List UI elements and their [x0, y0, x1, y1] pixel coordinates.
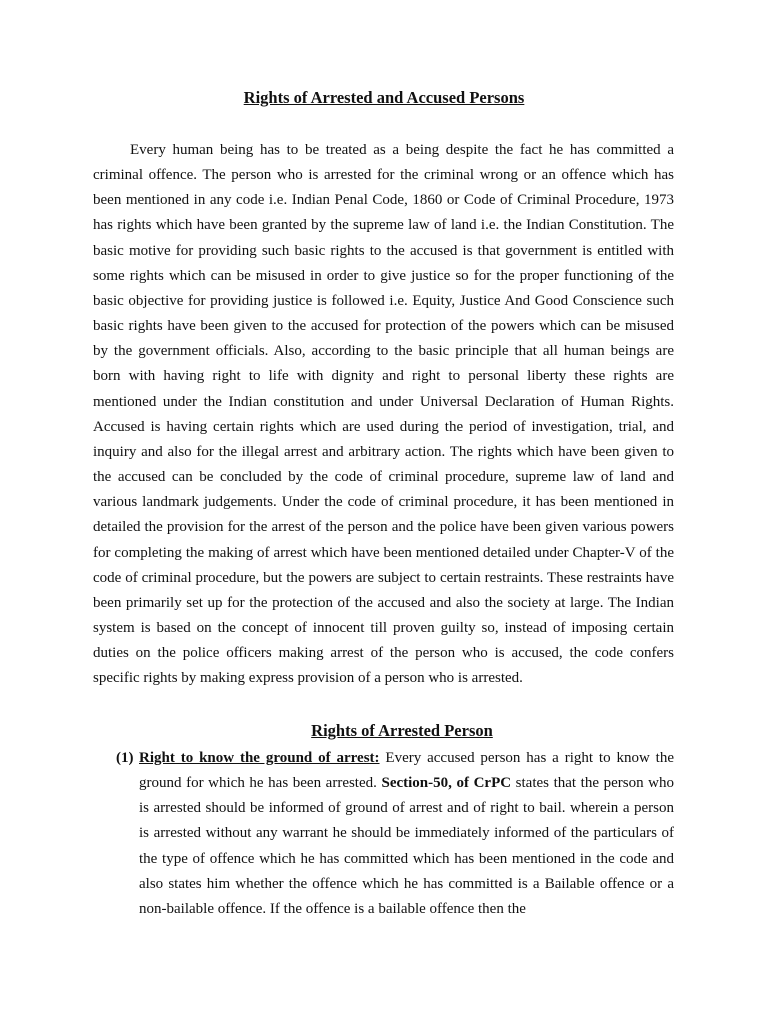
section-heading: Rights of Arrested Person: [311, 721, 493, 740]
list-item-text-b: states that the person who is arrested should be informed of ground of arrest and of right to bail. wherein a person is arrested without any warrant he should be immediately informed of the particulars of the type of offence which he has committed which has been mentioned in the code and also states him whether the offence which he has committed is a Bailable offence or a non-bailable offence. If the offence is a bailable offence then the: [139, 775, 674, 917]
list-item-text-a: Every accused person has a right to know the ground for which he has been arrested.: [139, 750, 674, 792]
list-item-section-ref: Section-50, of CrPC: [381, 775, 512, 792]
list-item-lead: Right to know the ground of arrest:: [139, 750, 380, 766]
list-item-body: [139, 746, 674, 922]
document-title: Rights of Arrested and Accused Persons: [243, 88, 525, 107]
list-item-number: (1): [116, 750, 134, 766]
intro-paragraph: Every human being has to be treated as a being despite the fact he has committed a criminal offence. The person who is arrested for the criminal wrong or an offence which has been mentioned in any code i.e. Indian Penal Code, 1860 or Code of Criminal Procedure, 1973 has rights which have been granted by the supreme law of land i.e. the Indian Constitution. The basic motive for providing such basic rights to the accused is that government is entitled with some rights which can be misused in order to give justice so for the proper functioning of the basic objective for providing justice is followed i.e. Equity, Justice And Good Conscience such basic rights have been given to the accused for protection of the powers which can be misused by the government officials. Also, according to the basic principle that all human beings are born with having right to life with dignity and right to personal liberty these rights are mentioned under the Indian constitution and under Universal Declaration of Human Rights. Accused is having certain rights which are used during the period of investigation, trial, and inquiry and also for the illegal arrest and arbitrary action. The rights which have been given to the accused can be concluded by the code of criminal procedure, supreme law of land and various landmark judgements. Under the code of criminal procedure, it has been mentioned in detailed the provision for the arrest of the person and the police have been given various powers for completing the making of arrest which have been mentioned detailed under Chapter-V of the code of criminal procedure, but the powers are subject to certain restraints. These restraints have been primarily set up for the protection of the accused and also the society at large. The Indian system is based on the concept of innocent till proven guilty so, instead of imposing certain duties on the police officers making arrest of the person who is accused, the code confers specific rights by making express provision of a person who is arrested.: [93, 142, 674, 687]
list-item: [116, 746, 674, 922]
